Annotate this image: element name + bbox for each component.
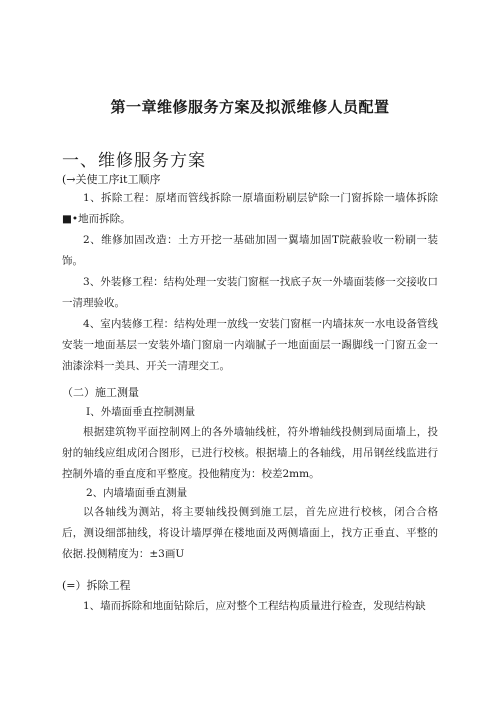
subheading-survey: （二）施工测量 <box>62 386 139 399</box>
chapter-title: 第一章维修服务方案及拟派维修人员配置 <box>110 98 390 116</box>
paragraph-demolition: 1、拆除工程：原堵而管线拆除一原墙面粉刷层铲除一门窗拆除一墙体拆除■•地而拆除。 <box>62 192 438 225</box>
paragraph-demolition-inspection: 1、墙而拆除和地面钻除后，应对整个工程结构质量进行检查，发现结构缺 <box>83 600 426 612</box>
subheading-demolition: (=）拆除工程 <box>62 579 131 592</box>
item-interior-vertical-survey: 2、内墙墙面垂直测量 <box>86 487 188 499</box>
paragraph-interior-survey: 以各轴线为测站，将主要轴线投侧到施工层，首先应进行校核，闭合合格后，测设细部抽线，将设计墙厚弹在楼地面及两侧墙面上，找方正垂直、平整的依据.投侧精度为：±3画U <box>62 506 438 560</box>
paragraph-interior-finishing: 4、室内装修工程：结构处理一放线一安装门窗框一内墙抹灰一水电设备管线安装一地面基层一安装外墙门窗扇一内端腻子一地面面层一踢脚线一门窗五金一油漆涂料一美具、开关一清理交工。 <box>62 318 438 372</box>
section-heading-maintenance-plan: 一、维修服务方案 <box>62 151 206 171</box>
paragraph-exterior-survey: 根据建筑物平面控制网上的各外墙轴线桩，符外增轴线投侧到局面墙上，投射的轴线应组成闭合图形，已进行校核。根据墙上的各轴线，用吊钢丝线监进行控制外墙的垂直度和平整度。投他精度为：校差2mm。 <box>62 426 438 480</box>
paragraph-reinforcement: 2、维修加固改造：土方开挖一基础加固一翼墙加固T院蔽验收一粉刷一装饰。 <box>62 234 438 267</box>
paragraph-exterior-finishing: 3、外装修工程：结构处理一安装门窗框一找底子灰一外墙面装修一交接收口一清理验收。 <box>62 276 438 309</box>
item-exterior-vertical-control: I、外墙面垂直控制测量 <box>86 406 196 418</box>
subheading-construction-sequence: (→关使工序it工顺序 <box>62 173 161 186</box>
